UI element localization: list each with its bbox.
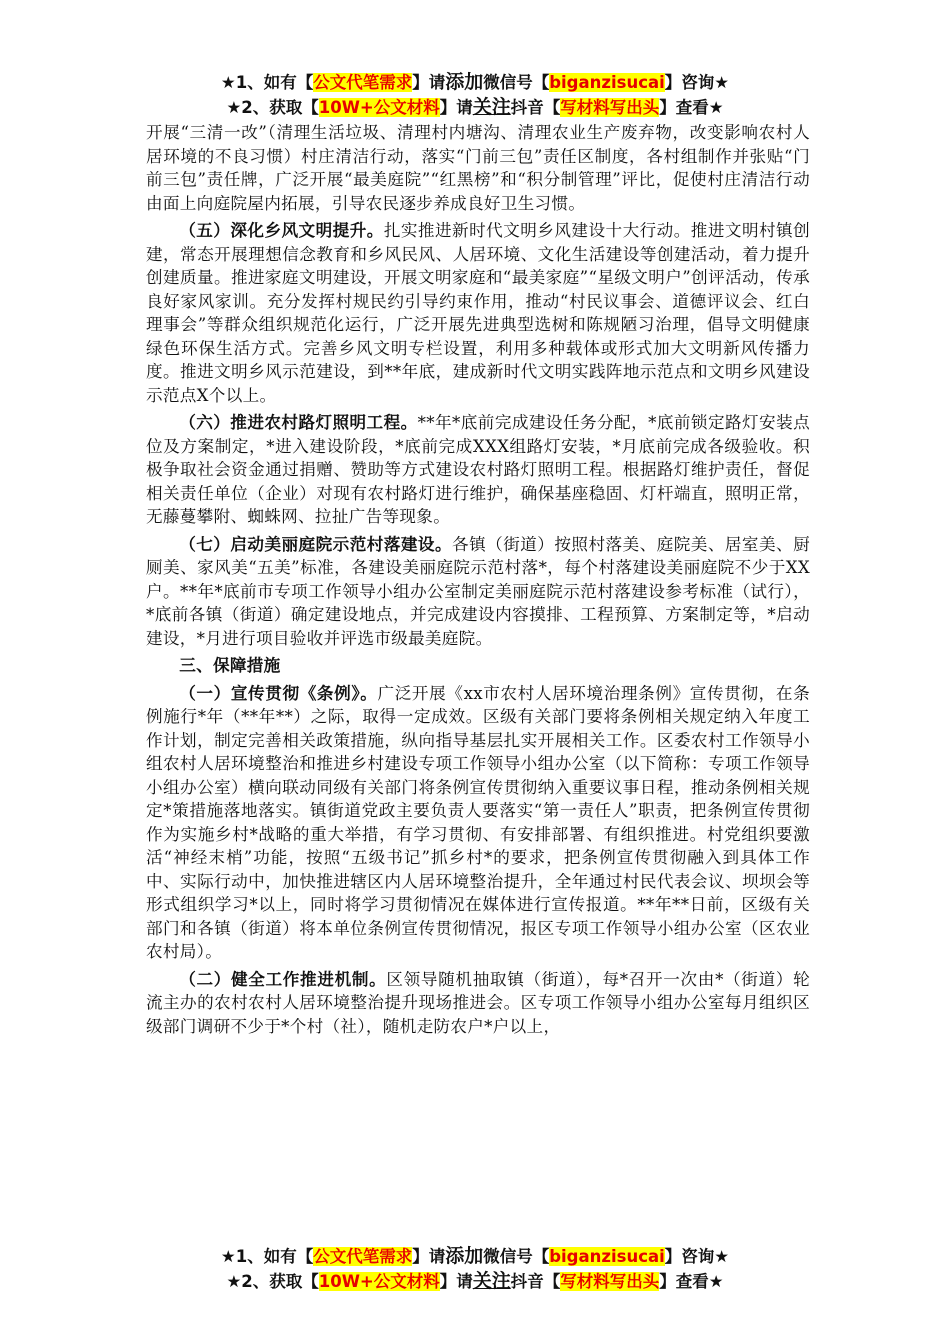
banner-text: 】查看★ [659, 1272, 724, 1291]
paragraph-heading: （五）深化乡风文明提升。 [179, 220, 384, 240]
paragraph [146, 411, 810, 529]
header-banner [0, 70, 950, 120]
paragraph: 开展“三清一改”（清理生活垃圾、清理村内塘沟、清理农业生产废弃物，改变影响农村人居环境的不良习惯）村庄清洁行动，落实“门前三包”责任区制度，各村组制作并张贴“门前三包”责任牌，广泛开展“最美庭院”“红黑榜”和“积分制管理”评比，促使村庄清洁行动由面上向庭院屋内拓展，引导农民逐步养成良好卫生习惯。 [146, 123, 810, 213]
banner-text: ★2、获取【 [226, 1272, 319, 1291]
document-body [146, 121, 810, 1042]
banner-line-1 [0, 1244, 950, 1269]
banner-text: ★2、获取【 [226, 98, 319, 117]
banner-highlight: 写材料写出头 [560, 98, 660, 117]
banner-highlight: biganzisucai [549, 1247, 665, 1266]
banner-text: 】查看★ [659, 98, 724, 117]
banner-emphasis: 关注 [472, 96, 511, 118]
paragraph-heading: （七）启动美丽庭院示范村落建设。 [179, 533, 453, 554]
banner-text: 抖音【 [510, 1272, 561, 1291]
banner-highlight: 写材料写出头 [560, 1272, 660, 1291]
banner-text: 】请 [439, 1272, 473, 1291]
banner-highlight: 10W+公文材料 [318, 1272, 440, 1291]
banner-text: 】咨询★ [664, 1247, 730, 1266]
banner-line-1 [0, 70, 950, 95]
footer-banner [0, 1244, 950, 1294]
banner-highlight: 公文代笔需求 [313, 1247, 413, 1266]
banner-emphasis: 关注 [472, 1270, 511, 1292]
banner-text: 】请 [412, 1247, 446, 1266]
paragraph [146, 682, 810, 964]
paragraph-body: 各镇（街道）按照村落美、庭院美、居室美、厨厕美、家风美“五美”标准，各建设美丽庭院示范村落*，每个村落建设美丽庭院不少于XX户。**年*底前市专项工作领导小组办公室制定美丽庭院示范村落建设参考标准（试行），*底前各镇（街道）确定建设地点，并完成建设内容摸排、工程预算、方案制定等，*启动建设，*月进行项目验收并评选市级最美庭院。 [146, 534, 810, 648]
banner-emphasis: 添加 [445, 1245, 484, 1267]
banner-text: 】请 [439, 98, 473, 117]
banner-text: 抖音【 [510, 98, 561, 117]
banner-highlight: 10W+公文材料 [318, 98, 440, 117]
paragraph [146, 219, 810, 407]
banner-text: 】咨询★ [664, 73, 730, 92]
paragraph-body: 广泛开展《xx市农村人居环境治理条例》宣传贯彻，在条例施行*年（**年**）之际，取得一定成效。区级有关部门要将条例相关规定纳入年度工作计划，制定完善相关政策措施，纵向指导基层扎实开展相关工作。区委农村工作领导小组农村人居环境整治和推进乡村建设专项工作领导小组办公室（以下简称：专项工作领导小组办公室）横向联动同级有关部门将条例宣传贯彻纳入重要议事日程，推动条例相关规定*策措施落地落实。镇街道党政主要负责人要落实“第一责任人”职责，把条例宣传贯彻作为实施乡村*战略的重大举措，有学习贯彻、有安排部署、有组织推进。村党组织要激活“神经末梢”功能，按照“五级书记”抓乡村*的要求，把条例宣传贯彻融入到具体工作中、实际行动中，加快推进辖区内人居环境整治提升，全年通过村民代表会议、坝坝会等形式组织学习*以上，同时将学习贯彻情况在媒体进行宣传报道。**年**日前，区级有关部门和各镇（街道）将本单位条例宣传贯彻情况，报区专项工作领导小组办公室（区农业农村局）。 [146, 683, 810, 961]
section-heading: 三、保障措施 [179, 655, 281, 675]
paragraph-heading: （六）推进农村路灯照明工程。 [179, 412, 418, 432]
banner-line-2 [0, 95, 950, 120]
paragraph-body: **年*底前完成建设任务分配，*底前锁定路灯安装点位及方案制定，*进入建设阶段，*底前完成XXX组路灯安装，*月底前完成各级验收。积极争取社会资金通过捐赠、赞助等方式建设农村路灯照明工程。根据路灯维护责任，督促相关责任单位（企业）对现有农村路灯进行维护，确保基座稳固、灯杆端直，照明正常，无藤蔓攀附、蜘蛛网、拉扯广告等现象。 [146, 413, 811, 526]
banner-text: 】请 [412, 73, 446, 92]
banner-text: ★1、如有【 [220, 73, 314, 92]
banner-text: 微信号【 [483, 73, 550, 92]
banner-text: ★1、如有【 [220, 1247, 314, 1266]
banner-emphasis: 添加 [445, 71, 484, 93]
paragraph [146, 968, 810, 1039]
banner-line-2 [0, 1269, 950, 1294]
paragraph-body: 区领导随机抽取镇（街道），每*召开一次由*（街道）轮流主办的农村农村人居环境整治提升现场推进会。区专项工作领导小组办公室每月组织区级部门调研不少于*个村（社），随机走防农户*户以上， [146, 969, 810, 1036]
banner-highlight: 公文代笔需求 [313, 73, 413, 92]
banner-text: 微信号【 [483, 1247, 550, 1266]
banner-highlight: biganzisucai [549, 73, 665, 92]
paragraph [146, 533, 810, 651]
paragraph-heading: （二）健全工作推进机制。 [179, 968, 387, 989]
paragraph-body: 扎实推进新时代文明乡风建设十大行动。推进文明村镇创建，常态开展理想信念教育和乡风民风、人居环境、文化生活建设等创建活动，着力提升创建质量。推进家庭文明建设，开展文明家庭和“最美家庭”“星级文明户”创评活动，传承良好家风家训。充分发挥村规民约引导约束作用，推动“村民议事会、道德评议会、红白理事会”等群众组织规范化运行，广泛开展先进典型选树和陈规陋习治理，倡导文明健康绿色环保生活方式。完善乡风文明专栏设置，利用多种载体或形式加大文明新风传播力度。推进文明乡风示范建设，到**年底，建成新时代文明实践阵地示范点和文明乡风建设示范点X个以上。 [146, 221, 810, 405]
paragraph-heading: （一）宣传贯彻《条例》。 [179, 682, 378, 703]
